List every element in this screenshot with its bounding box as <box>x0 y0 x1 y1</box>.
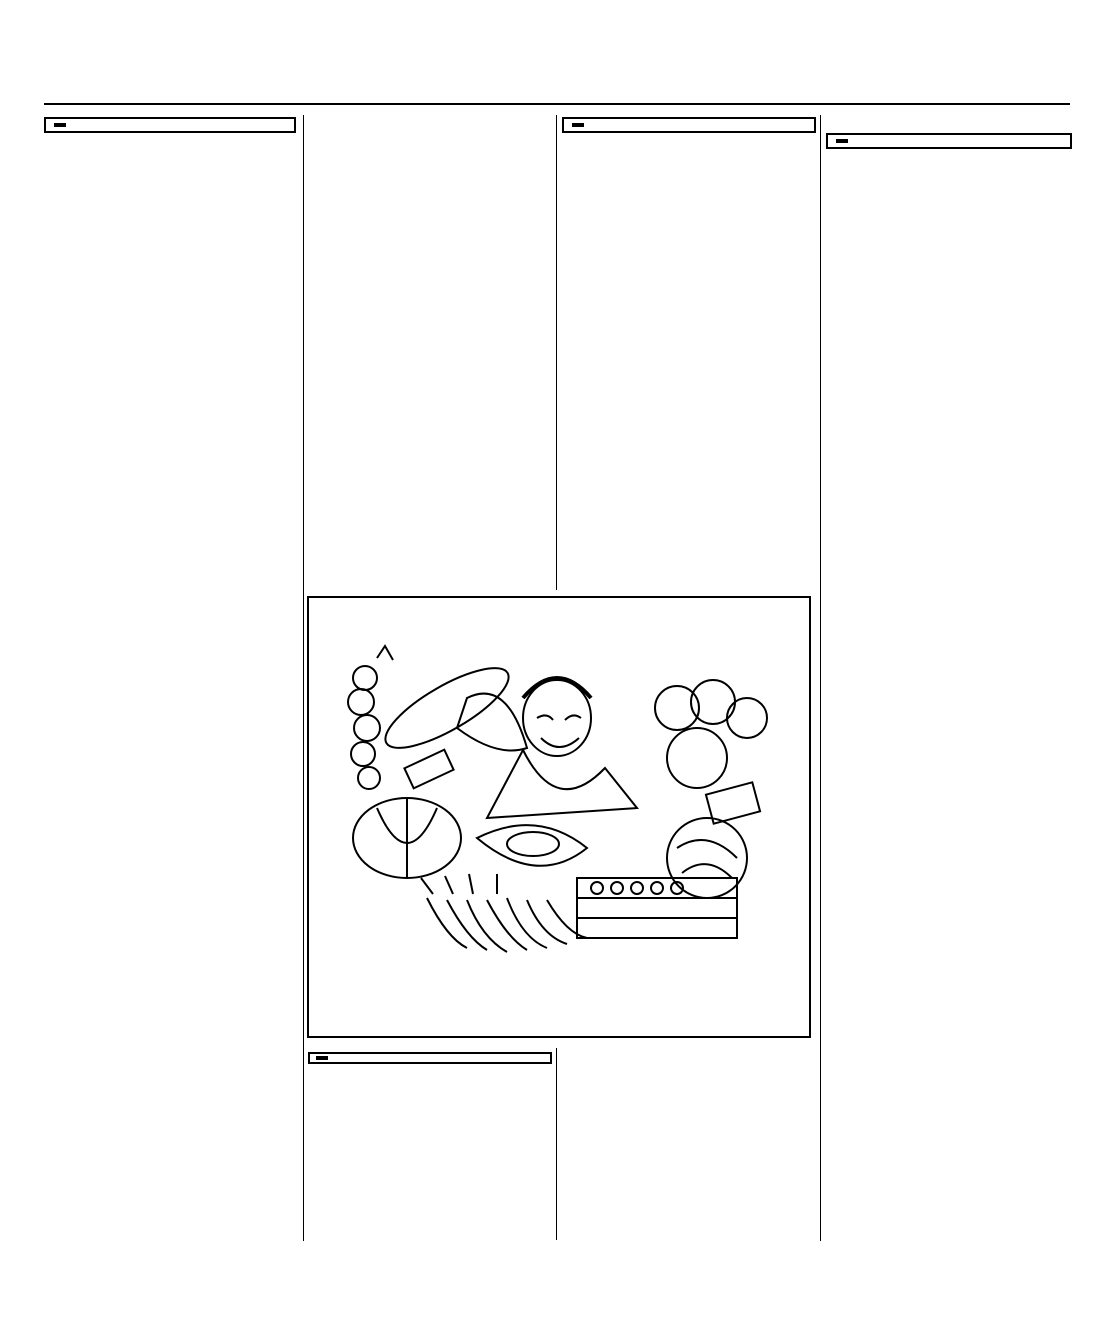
programme-item <box>44 343 296 358</box>
programme-item <box>44 420 296 435</box>
programme-note <box>624 361 816 376</box>
programme-time <box>44 327 108 342</box>
programme-line <box>358 311 552 326</box>
programme-line <box>108 296 296 311</box>
programme-line <box>358 267 552 282</box>
programme-line <box>108 498 296 513</box>
programme-line <box>358 373 552 388</box>
continuation-column <box>308 119 552 589</box>
programme-note <box>624 439 816 454</box>
station-call-sign <box>316 1056 328 1060</box>
programme-line <box>108 615 296 630</box>
programme-line <box>620 393 816 408</box>
programme-list <box>562 148 816 530</box>
programme-line <box>108 220 296 235</box>
programme-line <box>358 357 552 372</box>
programme-time <box>44 513 108 629</box>
programme-item <box>44 327 296 342</box>
programme-time <box>44 951 108 1009</box>
programme-time <box>308 343 358 372</box>
programme-time <box>562 225 620 254</box>
programme-line <box>108 266 296 281</box>
programme-line <box>108 450 296 465</box>
programme-line <box>108 343 296 358</box>
programme-line <box>620 286 816 301</box>
programme-line <box>358 179 552 194</box>
programme-item <box>562 486 816 530</box>
programme-line <box>108 189 296 204</box>
programme-item <box>44 312 296 327</box>
programme-line <box>108 935 296 950</box>
melon-icon <box>477 825 587 866</box>
programme-time <box>44 204 108 219</box>
evening-programme-list <box>44 482 296 1009</box>
programme-line <box>358 164 552 179</box>
programme-item <box>562 301 816 345</box>
station-call-sign <box>572 123 584 127</box>
programme-line <box>358 343 552 358</box>
programme-line <box>620 408 816 423</box>
programme-line <box>108 586 296 601</box>
programme-line <box>108 251 296 266</box>
programme-item <box>44 436 296 480</box>
programme-item <box>562 456 816 485</box>
programme-line <box>620 239 816 254</box>
programme-time <box>44 158 108 173</box>
programme-item <box>308 373 552 446</box>
programme-time <box>562 148 620 177</box>
programme-item <box>562 148 816 177</box>
marrow-icon <box>375 654 518 762</box>
programme-line <box>108 204 296 219</box>
programme-item <box>44 189 296 204</box>
programme-line <box>108 645 296 660</box>
cabbage-icon <box>667 818 747 898</box>
column-divider-4 <box>556 1048 557 1240</box>
programme-line <box>358 149 552 164</box>
station-4ya-box <box>562 117 816 133</box>
programme-line <box>358 135 552 150</box>
programme-item <box>562 270 816 285</box>
station-3yl-continuation <box>563 1054 815 1240</box>
programme-item <box>44 158 296 173</box>
programme-item <box>562 178 816 193</box>
station-4ya-column <box>562 117 816 590</box>
programme-line <box>108 465 296 480</box>
programme-time <box>44 189 108 204</box>
programme-item <box>308 179 552 252</box>
programme-list-late <box>308 343 552 461</box>
vegetable-crate-icon <box>577 878 737 938</box>
programme-line <box>620 515 816 530</box>
programme-line <box>108 327 296 342</box>
programme-time <box>44 739 108 812</box>
programme-line <box>620 225 816 240</box>
programme-time <box>44 235 108 250</box>
onion-string-icon <box>348 646 393 789</box>
programme-time <box>562 393 620 422</box>
programme-line <box>108 235 296 250</box>
programme-line <box>108 387 296 402</box>
programme-line <box>108 674 296 689</box>
programme-line <box>108 905 296 920</box>
programme-line <box>108 753 296 768</box>
programme-time <box>562 301 620 345</box>
programme-line <box>358 120 552 135</box>
programme-time <box>44 173 108 188</box>
programme-line <box>108 659 296 674</box>
programme-line <box>620 163 816 178</box>
programme-time <box>44 812 108 904</box>
programme-line <box>620 471 816 486</box>
programme-line <box>108 158 296 173</box>
programme-item <box>562 393 816 422</box>
programme-item <box>562 286 816 301</box>
station-4ya-evening-column <box>826 119 1072 1241</box>
programme-item <box>562 255 816 270</box>
programme-item <box>308 120 552 178</box>
programme-item <box>44 173 296 188</box>
programme-line <box>108 965 296 980</box>
programme-item <box>308 446 552 461</box>
programme-item <box>44 142 296 157</box>
programme-note <box>108 887 296 902</box>
programme-time <box>44 482 108 497</box>
programme-item <box>44 630 296 703</box>
programme-item <box>308 343 552 372</box>
programme-item <box>44 921 296 950</box>
programme-note <box>112 403 296 418</box>
programme-line <box>108 420 296 435</box>
programme-time <box>562 178 620 193</box>
programme-line <box>108 173 296 188</box>
programme-line <box>108 312 296 327</box>
programme-time <box>562 209 620 224</box>
programme-line <box>108 739 296 754</box>
programme-line <box>358 446 552 461</box>
programme-line <box>108 557 296 572</box>
programme-note <box>108 720 296 735</box>
programme-time <box>562 346 620 393</box>
programme-item <box>562 194 816 209</box>
programme-line <box>108 704 296 719</box>
programme-line <box>620 255 816 270</box>
programme-line <box>620 194 816 209</box>
programme-line <box>358 402 552 417</box>
header-rule <box>44 103 1070 105</box>
programme-line <box>108 142 296 157</box>
programme-line <box>108 436 296 451</box>
programme-line <box>108 571 296 586</box>
vegetables-cartoon <box>337 638 785 968</box>
programme-line <box>108 994 296 1009</box>
station-3ya-column <box>44 117 296 1239</box>
programme-line <box>108 373 296 388</box>
programme-item <box>44 220 296 235</box>
programme-line <box>108 870 296 885</box>
cauliflower-icon <box>655 680 767 788</box>
programme-time <box>44 343 108 358</box>
programme-time <box>44 498 108 513</box>
programme-time <box>44 358 108 419</box>
programme-item <box>44 482 296 497</box>
programme-line <box>108 358 296 373</box>
programme-item <box>562 346 816 393</box>
programme-item <box>44 513 296 629</box>
programme-item <box>44 235 296 250</box>
programme-line <box>358 282 552 297</box>
programme-line <box>358 223 552 238</box>
programme-item <box>562 209 816 224</box>
station-call-sign <box>836 139 848 143</box>
programme-line <box>358 208 552 223</box>
programme-time <box>308 179 358 252</box>
column-divider-1 <box>303 115 304 1241</box>
programme-time <box>562 270 620 285</box>
station-3yl-column <box>308 1052 552 1240</box>
programme-item <box>44 296 296 311</box>
programme-time <box>44 296 108 311</box>
programme-item <box>44 498 296 513</box>
programme-time <box>44 420 108 435</box>
programme-line <box>108 797 296 812</box>
programme-line <box>108 921 296 936</box>
programme-item <box>562 225 816 254</box>
programme-time <box>308 253 358 340</box>
programme-line <box>620 378 816 393</box>
programme-item <box>44 812 296 904</box>
station-3ya-box <box>44 117 296 133</box>
programme-time <box>44 630 108 703</box>
programme-time <box>44 905 108 920</box>
programme-time <box>44 921 108 950</box>
programme-item <box>44 266 296 295</box>
programme-time <box>562 456 620 485</box>
carrots-icon <box>421 874 587 952</box>
programme-line <box>620 330 816 345</box>
programme-line <box>108 782 296 797</box>
programme-item <box>44 358 296 419</box>
programme-list <box>308 120 552 340</box>
programme-line <box>620 209 816 224</box>
station-call-sign <box>54 123 66 127</box>
programme-item <box>44 951 296 1009</box>
programme-time <box>44 312 108 327</box>
programme-line <box>620 270 816 285</box>
programme-time <box>44 266 108 295</box>
programme-time <box>44 220 108 235</box>
programme-line <box>620 148 816 163</box>
programme-line <box>358 237 552 252</box>
programme-line <box>358 387 552 402</box>
programme-line <box>108 600 296 615</box>
programme-item <box>44 704 296 738</box>
programme-line <box>620 346 816 361</box>
programme-line <box>108 528 296 543</box>
programme-item <box>44 204 296 219</box>
programme-time <box>562 255 620 270</box>
programme-time <box>562 423 620 455</box>
programme-time <box>44 251 108 266</box>
column-divider-2 <box>556 115 557 590</box>
programme-item <box>308 253 552 340</box>
programme-line <box>620 501 816 516</box>
programme-line <box>620 316 816 331</box>
programme-item <box>44 739 296 812</box>
programme-time <box>562 486 620 530</box>
programme-line <box>108 482 296 497</box>
pumpkin-icon <box>353 798 461 878</box>
programme-line <box>108 856 296 871</box>
programme-line <box>108 980 296 995</box>
column-divider-3 <box>820 115 821 1241</box>
programme-line <box>108 630 296 645</box>
programme-line <box>108 812 296 827</box>
programme-time <box>44 704 108 738</box>
programme-item <box>44 905 296 920</box>
programme-line <box>108 951 296 966</box>
programme-line <box>108 542 296 557</box>
programme-line <box>358 416 552 431</box>
programme-line <box>358 194 552 209</box>
programme-line <box>108 827 296 842</box>
programme-time <box>308 446 358 461</box>
programme-line <box>358 431 552 446</box>
programme-time <box>44 142 108 157</box>
programme-line <box>108 688 296 703</box>
programme-time <box>308 373 358 446</box>
programme-item <box>562 423 816 455</box>
programme-line <box>358 296 552 311</box>
programme-line <box>620 423 816 438</box>
station-4yo-box <box>826 133 1072 149</box>
programme-item <box>44 251 296 266</box>
programme-time <box>562 194 620 209</box>
programme-line <box>108 513 296 528</box>
programme-line <box>108 841 296 856</box>
programme-line <box>620 486 816 501</box>
programme-line <box>358 253 552 268</box>
illustration-box <box>307 596 811 1038</box>
programme-list <box>44 142 296 479</box>
gardener-figure-icon <box>457 678 637 818</box>
programme-time <box>562 286 620 301</box>
programme-time <box>308 120 358 178</box>
programme-line <box>108 768 296 783</box>
station-3yl-box <box>308 1052 552 1064</box>
programme-line <box>358 325 552 340</box>
programme-line <box>108 281 296 296</box>
programme-line <box>620 301 816 316</box>
programme-line <box>620 178 816 193</box>
programme-time <box>44 436 108 480</box>
programme-line <box>620 456 816 471</box>
